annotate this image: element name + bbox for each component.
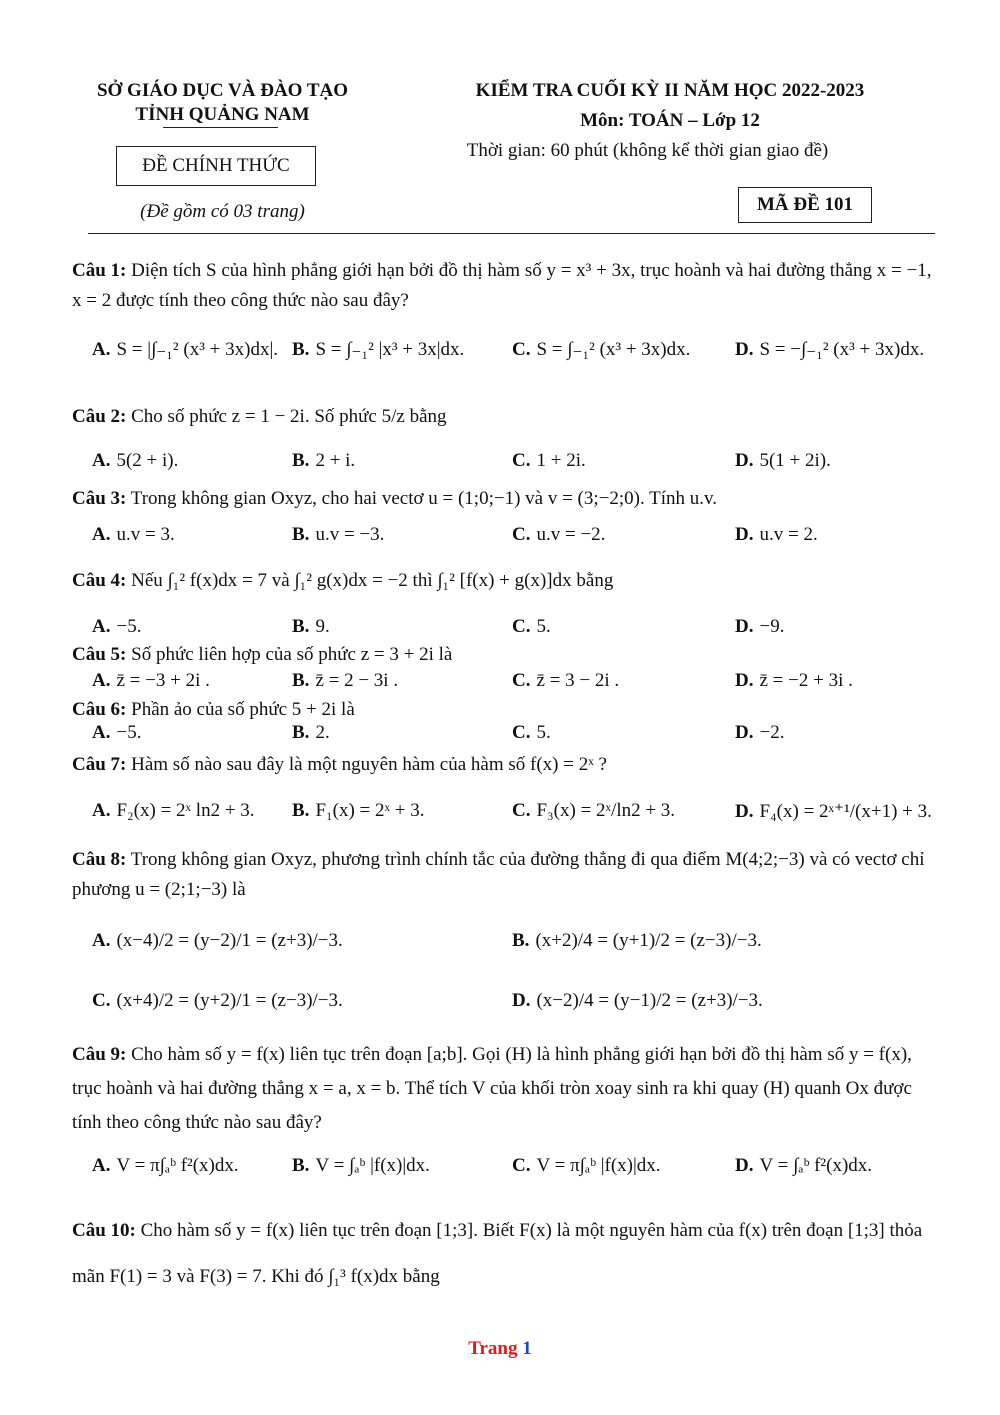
option-1d: D. S = −∫₋₁² (x³ + 3x)dx.	[735, 339, 925, 360]
question-8: Câu 8: Trong không gian Oxyz, phương trình chính tắc của đường thẳng đi qua điểm M(4;2;−3) và có vectơ chỉ phương u = (2;1;−3) là	[72, 849, 925, 900]
option-6c: C. 5.	[512, 722, 551, 743]
page-footer	[0, 1338, 1000, 1360]
option-7a: A. F₂(x) = 2ˣ ln2 + 3.	[92, 800, 255, 821]
option-3b: B. u.v = −3.	[292, 524, 385, 545]
option-9b: B. V = ∫ₐᵇ |f(x)|dx.	[292, 1155, 430, 1176]
subject-line: Môn: TOÁN – Lớp 12	[580, 110, 760, 131]
option-7c: C. F₃(x) = 2ˣ/ln2 + 3.	[512, 800, 676, 821]
option-7d: D. F₄(x) = 2ˣ⁺¹/(x+1) + 3.	[735, 801, 932, 822]
option-8b: B. (x+2)/4 = (y+1)/2 = (z−3)/−3.	[512, 930, 762, 951]
question-3: Câu 3: Trong không gian Oxyz, cho hai vectơ u = (1;0;−1) và v = (3;−2;0). Tính u.v.	[72, 488, 718, 509]
option-2d: D. 5(1 + 2i).	[735, 450, 831, 471]
page-word: Trang	[468, 1338, 518, 1359]
option-9a: A. V = π∫ₐᵇ f²(x)dx.	[92, 1155, 239, 1176]
department-name: SỞ GIÁO DỤC VÀ ĐÀO TẠO	[96, 80, 349, 101]
option-8d: D. (x−2)/4 = (y−1)/2 = (z+3)/−3.	[512, 990, 763, 1011]
exam-code-badge: MÃ ĐỀ 101	[738, 187, 872, 223]
option-1a: A. S = |∫₋₁² (x³ + 3x)dx|.	[92, 339, 278, 360]
question-4: Câu 4: Nếu ∫₁² f(x)dx = 7 và ∫₁² g(x)dx = −2 thì ∫₁² [f(x) + g(x)]dx bằng	[72, 570, 614, 591]
option-3a: A. u.v = 3.	[92, 524, 175, 545]
province-underline	[163, 127, 278, 128]
question-1	[72, 256, 942, 316]
option-7b: B. F₁(x) = 2ˣ + 3.	[292, 800, 425, 821]
option-1b: B. S = ∫₋₁² |x³ + 3x|dx.	[292, 339, 465, 360]
option-9c: C. V = π∫ₐᵇ |f(x)|dx.	[512, 1155, 661, 1176]
option-4a: A. −5.	[92, 616, 142, 637]
exam-time: Thời gian: 60 phút (không kể thời gian giao đề)	[466, 140, 829, 161]
question-2: Câu 2: Cho số phức z = 1 − 2i. Số phức 5/z bằng	[72, 406, 447, 427]
option-6a: A. −5.	[92, 722, 142, 743]
option-2b: B. 2 + i.	[292, 450, 356, 471]
option-5d: D. z̄ = −2 + 3i .	[735, 670, 853, 691]
option-2c: C. 1 + 2i.	[512, 450, 586, 471]
option-3c: C. u.v = −2.	[512, 524, 606, 545]
question-6: Câu 6: Phần ảo của số phức 5 + 2i là	[72, 699, 355, 720]
option-4d: D. −9.	[735, 616, 785, 637]
option-1c: C. S = ∫₋₁² (x³ + 3x)dx.	[512, 339, 691, 360]
option-6b: B. 2.	[292, 722, 330, 743]
option-8a: A. (x−4)/2 = (y−2)/1 = (z+3)/−3.	[92, 930, 343, 951]
option-2a: A. 5(2 + i).	[92, 450, 179, 471]
option-5c: C. z̄ = 3 − 2i .	[512, 670, 620, 691]
option-4b: B. 9.	[292, 616, 330, 637]
question-text: Diện tích S của hình phẳng giới hạn bởi đồ thị hàm số y = x³ + 3x, trục hoành và hai đường thẳng x = −1, x = 2 được tính theo công thức nào sau đây?	[72, 260, 932, 311]
question-5: Câu 5: Số phức liên hợp của số phức z = 3 + 2i là	[72, 644, 453, 665]
option-5b: B. z̄ = 2 − 3i .	[292, 670, 399, 691]
question-7: Câu 7: Hàm số nào sau đây là một nguyên hàm của hàm số f(x) = 2ˣ ?	[72, 754, 607, 775]
option-4c: C. 5.	[512, 616, 551, 637]
option-8c: C. (x+4)/2 = (y+2)/1 = (z−3)/−3.	[92, 990, 343, 1011]
question-label: Câu 1:	[72, 260, 127, 281]
exam-title: KIỂM TRA CUỐI KỲ II NĂM HỌC 2022-2023	[475, 80, 865, 101]
province-name: TỈNH QUẢNG NAM	[135, 104, 310, 125]
page-number: 1	[522, 1338, 532, 1359]
question-9: Câu 9: Cho hàm số y = f(x) liên tục trên đoạn [a;b]. Gọi (H) là hình phẳng giới hạn bởi đồ thị hàm số y = f(x), trục hoành và hai đường thẳng x = a, x = b. Thể tích V của khối tròn xoay sinh ra khi quay (H) quanh Ox được tính theo công thức nào sau đây?	[72, 1044, 912, 1133]
option-6d: D. −2.	[735, 722, 785, 743]
header-divider	[88, 233, 935, 234]
option-3d: D. u.v = 2.	[735, 524, 818, 545]
pages-note: (Đề gồm có 03 trang)	[140, 201, 305, 222]
question-10: Câu 10: Cho hàm số y = f(x) liên tục trên đoạn [1;3]. Biết F(x) là một nguyên hàm của f(x) trên đoạn [1;3] thỏa mãn F(1) = 3 và F(3) = 7. Khi đó ∫₁³ f(x)dx bằng	[72, 1220, 923, 1287]
option-5a: A. z̄ = −3 + 2i .	[92, 670, 210, 691]
option-9d: D. V = ∫ₐᵇ f²(x)dx.	[735, 1155, 873, 1176]
official-badge: ĐỀ CHÍNH THỨC	[116, 146, 316, 186]
